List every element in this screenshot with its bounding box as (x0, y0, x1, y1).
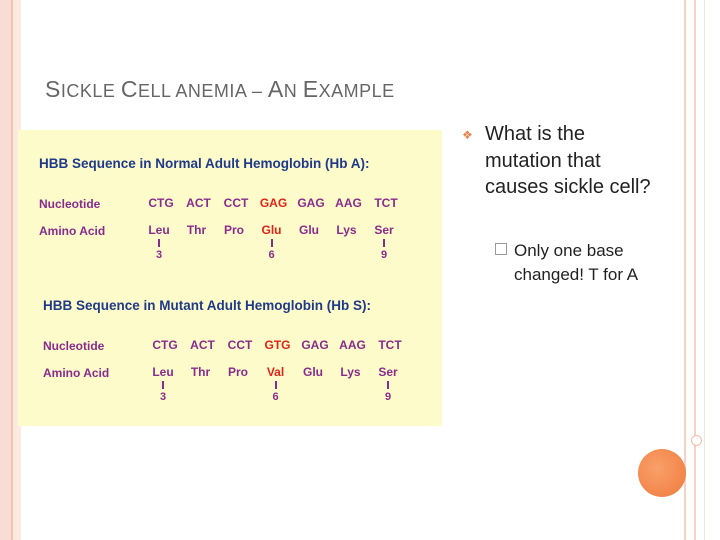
normal-amino-acid: Lys (336, 223, 357, 237)
main-bullet-text: What is the mutation that causes sickle cell? (485, 123, 651, 198)
square-bullet-icon (495, 243, 507, 255)
mutant-position-tick (162, 381, 164, 389)
right-border-line (694, 0, 696, 540)
mutant-amino-acid: Ser (378, 365, 398, 379)
normal-amino-acid: Glu (261, 223, 282, 237)
slide-title: SICKLE CELL ANEMIA – AN EXAMPLE (45, 76, 395, 102)
normal-amino-acid: Glu (299, 223, 319, 237)
mutant-codon: TCT (378, 338, 402, 352)
normal-nucleotide-label: Nucleotide (39, 197, 101, 211)
normal-codon: AAG (335, 196, 362, 210)
mutant-amino-acid: Thr (190, 365, 211, 379)
mutant-position-number: 9 (384, 391, 392, 403)
mutant-position-tick (275, 381, 277, 389)
normal-codon: GAG (259, 196, 288, 210)
normal-codon: ACT (186, 196, 211, 210)
right-border-line (684, 0, 686, 540)
normal-position-tick (271, 239, 273, 247)
sub-bullet-text: Only one base changed! T for A (514, 241, 639, 284)
normal-codon: TCT (374, 196, 398, 210)
decor-small-circle-icon (691, 435, 702, 446)
normal-codon: GAG (297, 196, 325, 210)
normal-heading: HBB Sequence in Normal Adult Hemoglobin (Hb A): (39, 156, 370, 171)
normal-amino-acid: Pro (223, 223, 244, 237)
mutant-amino-acid: Pro (227, 365, 248, 379)
normal-amino-acid: Thr (186, 223, 207, 237)
mutant-nucleotide-label: Nucleotide (43, 339, 105, 353)
hbb-sequence-figure (18, 130, 442, 426)
mutant-position-number: 3 (159, 391, 167, 403)
mutant-position-number: 6 (272, 391, 279, 403)
diamond-bullet-icon: ❖ (462, 128, 473, 142)
normal-position-tick (158, 239, 160, 247)
normal-amino-acid: Leu (148, 223, 170, 237)
normal-position-number: 6 (268, 249, 275, 261)
mutant-codon: CTG (152, 338, 178, 352)
mutant-codon: ACT (190, 338, 215, 352)
mutant-codon: AAG (339, 338, 366, 352)
normal-position-number: 3 (155, 249, 163, 261)
normal-amino-label: Amino Acid (39, 224, 106, 238)
mutant-codon: GAG (301, 338, 329, 352)
mutant-amino-label: Amino Acid (43, 366, 110, 380)
mutant-amino-acid: Leu (152, 365, 174, 379)
mutant-amino-acid: Val (266, 365, 285, 379)
normal-position-tick (383, 239, 385, 247)
normal-amino-acid: Ser (374, 223, 394, 237)
mutant-amino-acid: Glu (303, 365, 323, 379)
normal-codon: CTG (148, 196, 174, 210)
mutant-amino-acid: Lys (340, 365, 361, 379)
left-border-band (0, 0, 11, 540)
mutant-heading: HBB Sequence in Mutant Adult Hemoglobin (Hb S): (43, 298, 371, 313)
mutant-codon: GTG (264, 338, 291, 352)
normal-codon: CCT (223, 196, 249, 210)
mutant-position-tick (387, 381, 389, 389)
right-border-line (704, 0, 705, 540)
mutant-codon: CCT (227, 338, 253, 352)
normal-position-number: 9 (380, 249, 388, 261)
decor-circle-icon (638, 449, 686, 497)
